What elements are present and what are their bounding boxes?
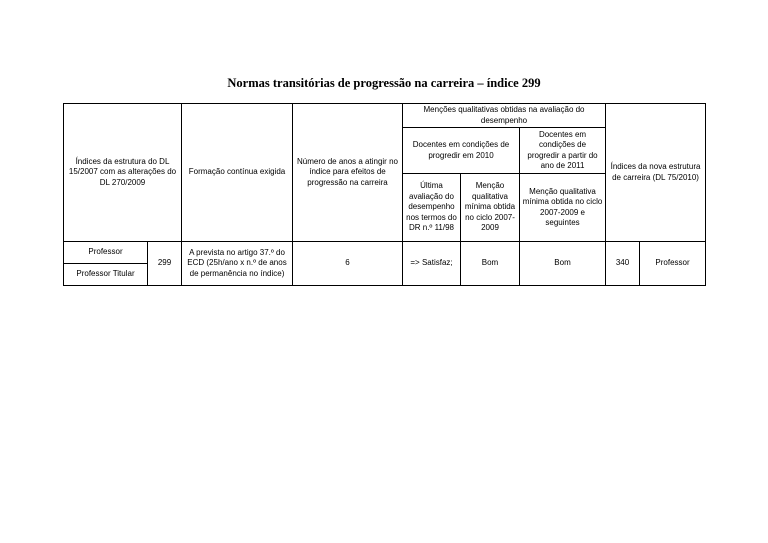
header-mencao-minima-2011: Menção qualitativa mínima obtida no ciclo 2007-2009 e seguintes [520,174,606,242]
header-indices-nova: Índices da nova estrutura de carreira (DL 75/2010) [606,104,706,242]
cell-categoria-professor-titular: Professor Titular [64,264,148,286]
header-numero-anos: Número de anos a atingir no índice para efeitos de progressão na carreira [293,104,403,242]
cell-categoria-professor: Professor [64,242,148,264]
cell-nova-categoria: Professor [640,242,706,286]
header-mencao-minima-2010: Menção qualitativa mínima obtida no ciclo 2007-2009 [461,174,520,242]
header-docentes-2011: Docentes em condições de progredir a partir do ano de 2011 [520,128,606,174]
progression-table [63,103,706,286]
header-formacao: Formação contínua exigida [182,104,293,242]
header-mencoes-group: Menções qualitativas obtidas na avaliação do desempenho [403,104,606,128]
cell-formacao: A prevista no artigo 37.º do ECD (25h/ano x n.º de anos de permanência no índice) [182,242,293,286]
document-title: Normas transitórias de progressão na carreira – índice 299 [227,76,541,90]
cell-mencao-2011: Bom [520,242,606,286]
header-ultima-avaliacao: Última avaliação do desempenho nos termos do DR n.º 11/98 [403,174,461,242]
cell-mencao-2010: Bom [461,242,520,286]
header-docentes-2010: Docentes em condições de progredir em 2010 [403,128,520,174]
header-indices-estrutura: Índices da estrutura do DL 15/2007 com as alterações do DL 270/2009 [64,104,182,242]
cell-indice: 299 [148,242,182,286]
cell-novo-indice: 340 [606,242,640,286]
cell-anos: 6 [293,242,403,286]
cell-ultima-avaliacao: => Satisfaz; [403,242,461,286]
